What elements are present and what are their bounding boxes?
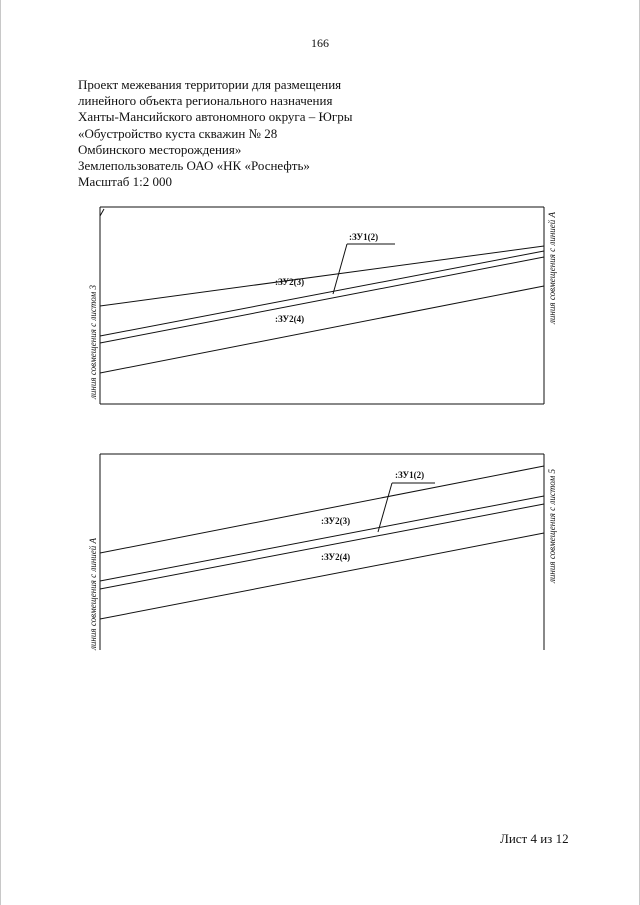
title-line-3: Ханты-Мансийского автономного округа – Югры xyxy=(78,109,353,125)
panel2-left-vertical-label: линия совмещения с линией А xyxy=(88,537,98,650)
scale-line: Масштаб 1:2 000 xyxy=(78,174,172,190)
panel2-label-zu2-3: :ЗУ2(3) xyxy=(321,516,351,526)
panel2-boundary-line-2 xyxy=(100,496,544,581)
title-line-4: «Обустройство куста скважин № 28 xyxy=(78,125,278,141)
title-line-2: линейного объекта регионального назначения xyxy=(78,93,333,109)
panel2-right-vertical-label: линия совмещения с листом 5 xyxy=(547,469,557,583)
sheet-counter: Лист 4 из 12 xyxy=(500,831,569,846)
panel2-label-zu1-2: :ЗУ1(2) xyxy=(395,470,425,480)
title-line-1: Проект межевания территории для размещения xyxy=(78,77,342,92)
title-line-6: Землепользователь ОАО «НК «Роснефть» xyxy=(78,158,310,174)
page-number: 166 xyxy=(311,36,329,50)
panel1-left-vertical-label: линия совмещения с листом 3 xyxy=(88,285,98,399)
panel2-label-zu2-4: :ЗУ2(4) xyxy=(321,552,351,562)
panel1-label-zu2-3: :ЗУ2(3) xyxy=(275,277,305,287)
panel2-boundary-line-1 xyxy=(100,466,544,553)
panel1-right-vertical-label: линия совмещения с линией А xyxy=(547,211,557,324)
panel1-label-zu1-2: :ЗУ1(2) xyxy=(349,232,379,242)
title-line-5: Омбинского месторождения» xyxy=(78,141,242,157)
panel1-label-zu2-4: :ЗУ2(4) xyxy=(275,314,305,324)
panel2-leader-diagonal xyxy=(378,483,392,532)
